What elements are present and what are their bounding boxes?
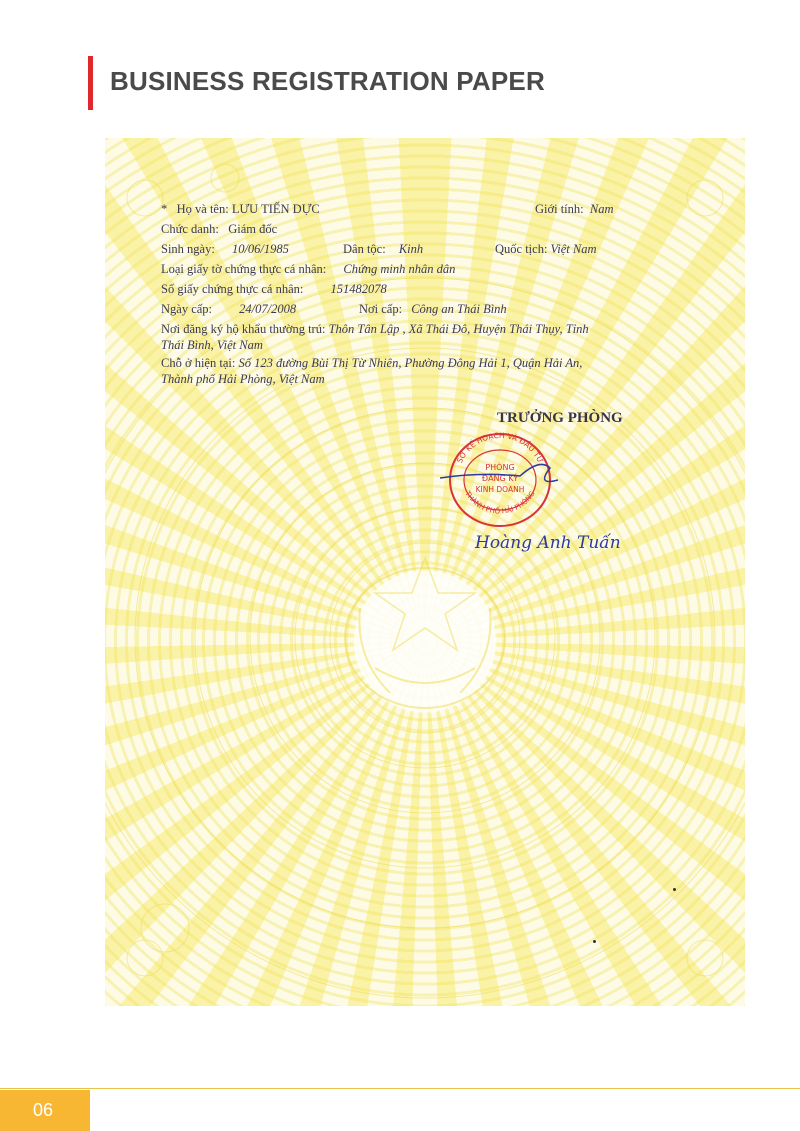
signer-title: TRƯỞNG PHÒNG [497, 410, 623, 426]
certificate-scan [105, 138, 745, 1006]
gender-row [535, 202, 614, 217]
current-address-row [161, 356, 582, 371]
title-accent-bar [88, 56, 93, 110]
dob-row [161, 242, 289, 257]
id-type-row [161, 262, 455, 277]
page-title: BUSINESS REGISTRATION PAPER [110, 66, 545, 96]
stamp-bottom-text: THÀNH PHỐ HẢI PHÒNG [463, 489, 537, 516]
ethnicity-row [343, 242, 423, 257]
ethnicity-value: Kinh [398, 242, 424, 256]
bullet-mark: * [161, 202, 168, 216]
stamp-line-3: KINH DOANH [475, 485, 525, 494]
gender-label: Giới tính: [535, 202, 584, 216]
position-row [161, 222, 277, 237]
dob-label: Sinh ngày: [161, 242, 215, 256]
id-number-value: 151482078 [330, 282, 387, 296]
issue-place-row [359, 302, 507, 317]
current-address-label: Chỗ ở hiện tại: [161, 356, 236, 370]
page-number: 06 [33, 1100, 54, 1120]
name-label: Họ và tên: [176, 202, 229, 216]
name-value: LƯU TIẾN DỰC [231, 202, 320, 216]
issue-date-row [161, 302, 296, 317]
id-number-label: Số giấy chứng thực cá nhân: [161, 282, 304, 296]
id-type-value: Chứng minh nhân dân [343, 262, 456, 276]
official-stamp [440, 428, 560, 528]
current-address-line2: Thành phố Hải Phòng, Việt Nam [161, 372, 325, 386]
position-label: Chức danh: [161, 222, 219, 236]
footer-rule [0, 1088, 800, 1089]
svg-text:SỞ KẾ HOẠCH VÀ ĐẦU TƯ [455, 431, 545, 465]
scan-speck [593, 940, 596, 943]
issue-place-value: Công an Thái Bình [411, 302, 507, 316]
nationality-value: Việt Nam [550, 242, 597, 256]
name-row [161, 202, 320, 217]
residence-value-line2: Thái Bình, Việt Nam [161, 338, 263, 352]
nationality-row [495, 242, 597, 257]
stamp-line-1: PHÒNG [485, 463, 515, 472]
residence-value-line1: Thôn Tân Lập , Xã Thái Đô, Huyện Thái Thụy, Tỉnh [328, 322, 589, 336]
stamp-line-2: ĐĂNG KÝ [481, 474, 519, 483]
nationality-label: Quốc tịch: [495, 242, 548, 256]
ethnicity-label: Dân tộc: [343, 242, 386, 256]
gender-value: Nam [589, 202, 614, 216]
id-number-row [161, 282, 387, 297]
issue-date-label: Ngày cấp: [161, 302, 213, 316]
dob-value: 10/06/1985 [231, 242, 289, 256]
issue-place-label: Nơi cấp: [359, 302, 403, 316]
current-address-line1: Số 123 đường Bùi Thị Từ Nhiên, Phường Đông Hải 1, Quận Hải An, [238, 356, 583, 370]
stamp-outer-text: SỞ KẾ HOẠCH VÀ ĐẦU TƯ [454, 430, 546, 465]
residence-row [161, 322, 589, 337]
residence-label: Nơi đăng ký hộ khẩu thường trú: [161, 322, 326, 336]
signature-name: Hoàng Anh Tuấn [475, 533, 621, 553]
scan-speck [673, 888, 676, 891]
id-type-label: Loại giấy tờ chứng thực cá nhân: [161, 262, 327, 276]
issue-date-value: 24/07/2008 [239, 302, 297, 316]
position-value: Giám đốc [228, 222, 278, 236]
